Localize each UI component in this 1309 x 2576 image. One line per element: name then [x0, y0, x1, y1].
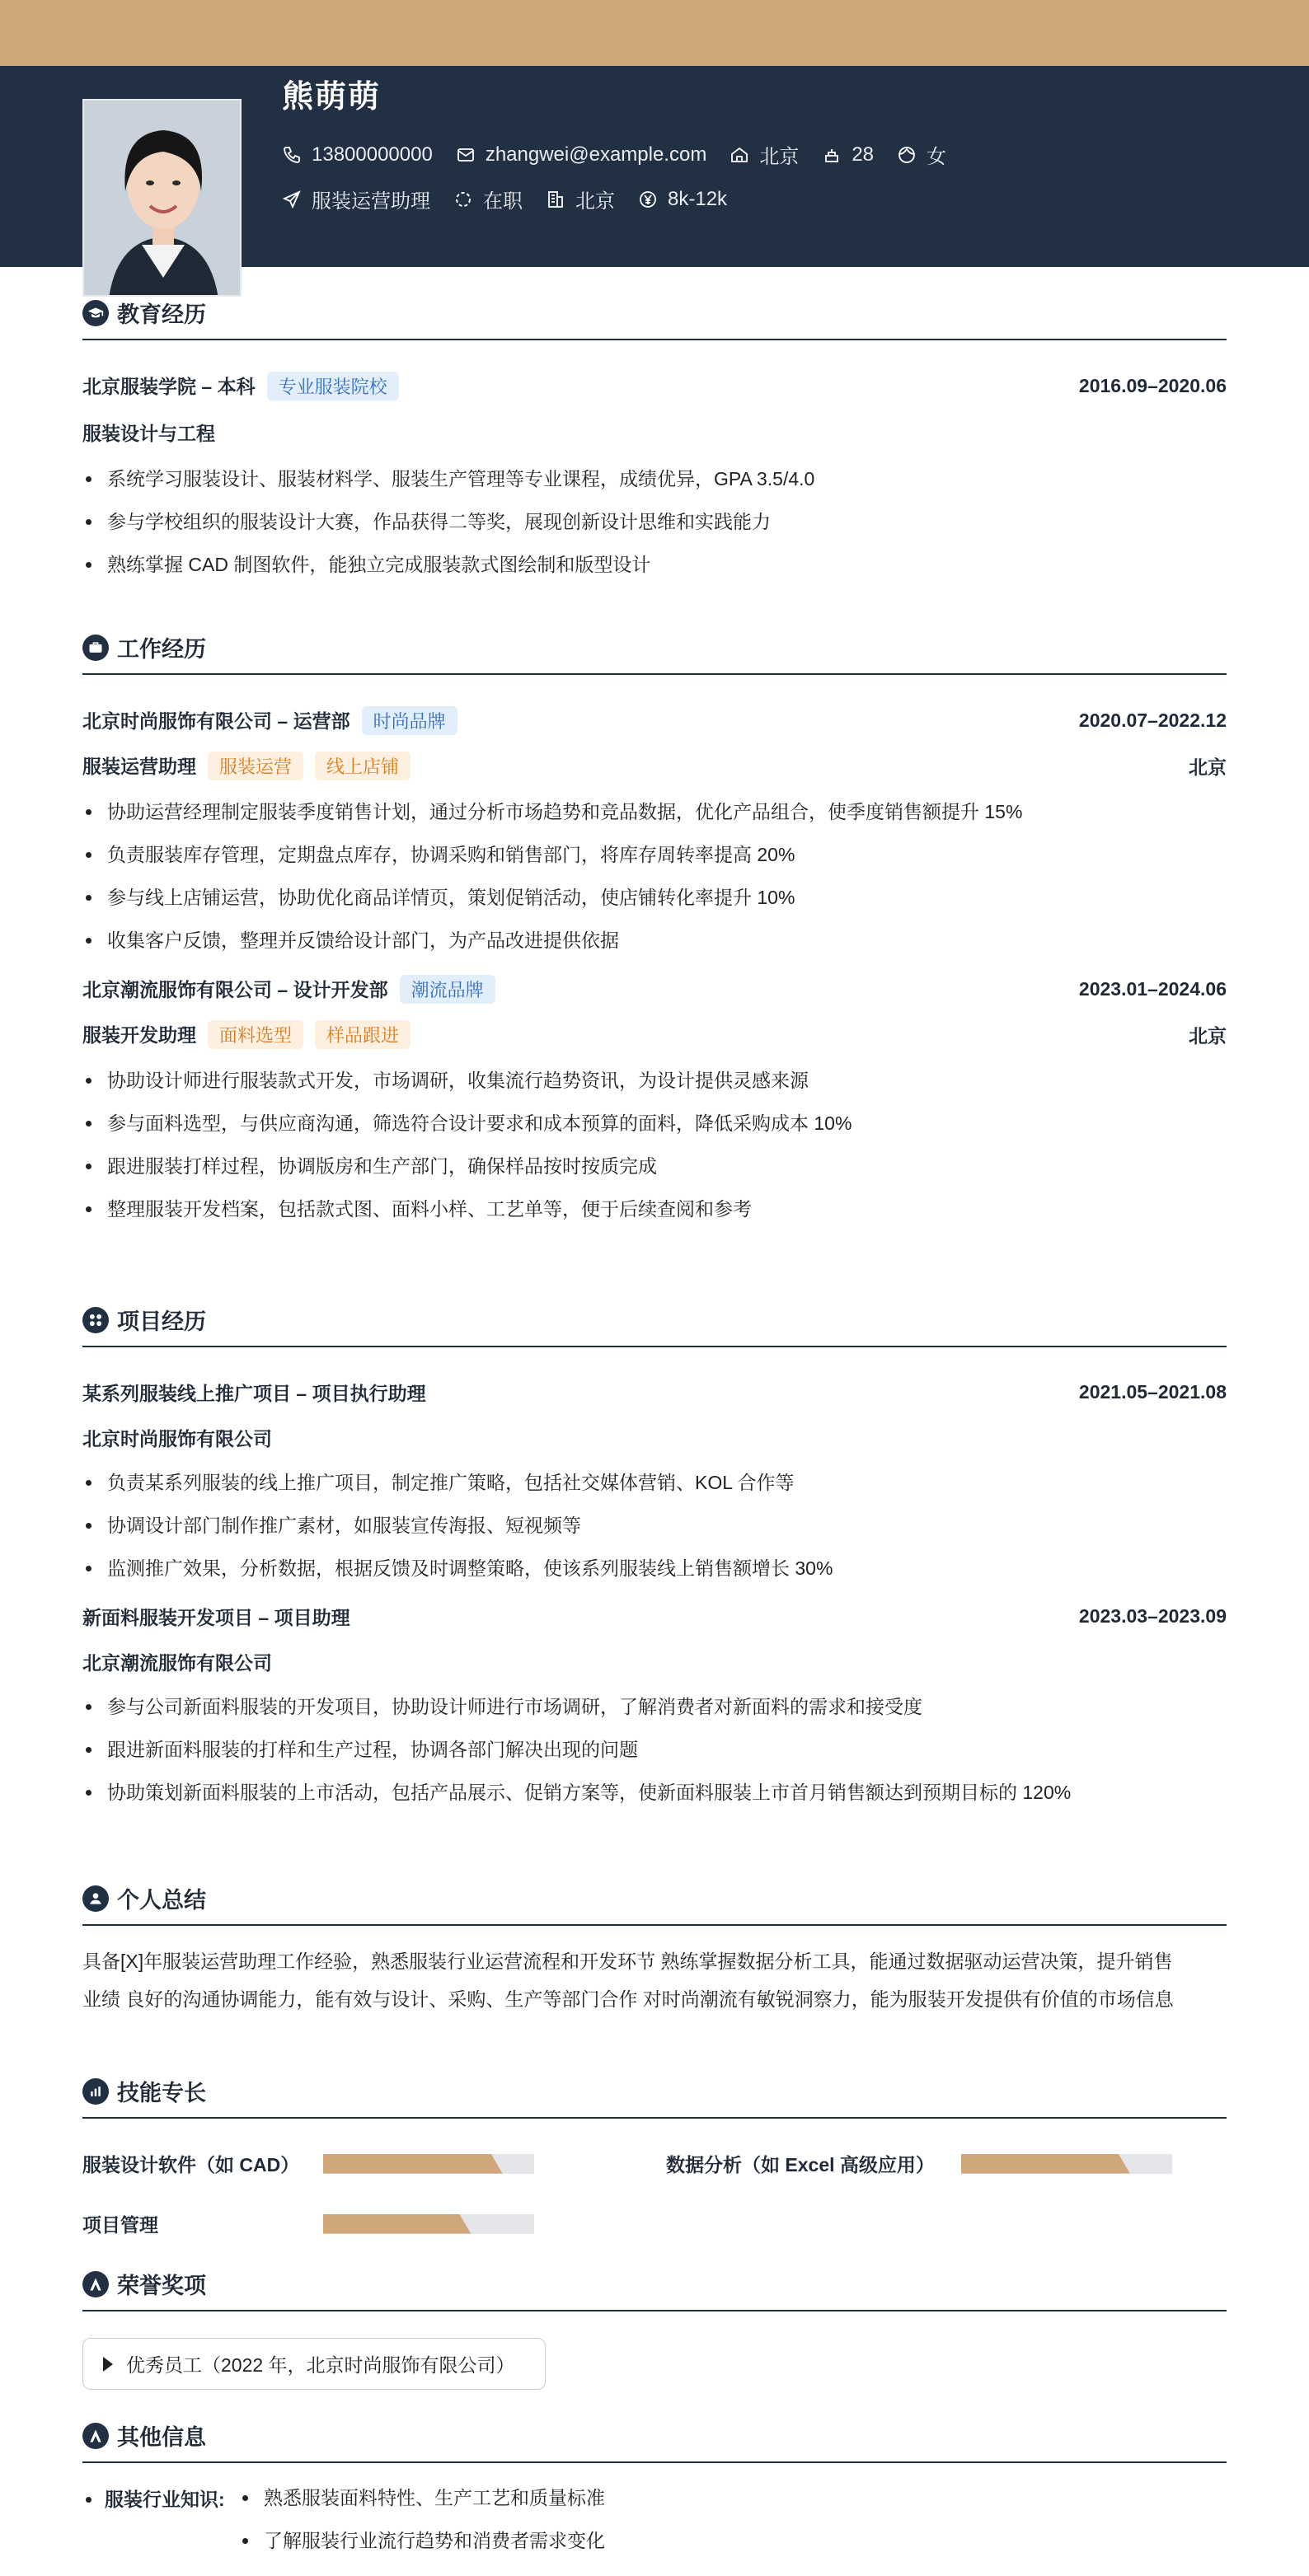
gender-item: [897, 140, 946, 169]
role-line: [82, 752, 411, 780]
skill-bar: [323, 2154, 534, 2174]
grid-icon: [82, 1307, 109, 1333]
skills-row: [82, 2150, 1227, 2177]
list-item: 协调设计部门制作推广素材，如服装宣传海报、短视频等: [82, 1512, 1227, 1539]
section-title: [82, 2268, 1227, 2311]
award-text: 优秀员工（2022 年，北京时尚服饰有限公司）: [126, 2354, 515, 2376]
section-title: [82, 2419, 1227, 2463]
section-title: [82, 297, 1227, 340]
user-icon: [82, 1885, 109, 1912]
company-line: [82, 706, 457, 735]
salary-item: [638, 188, 727, 211]
header-accent-band: [0, 0, 1309, 66]
skill-item: [82, 2210, 534, 2237]
company-line: [82, 975, 495, 1004]
school-name: 北京服装学院 – 本科: [82, 376, 256, 397]
job-city: 北京: [1189, 756, 1227, 778]
email-text: zhangwei@example.com: [485, 143, 707, 166]
section-title-text: 工作经历: [117, 637, 206, 662]
work-city-text: 北京: [575, 190, 615, 213]
summary-section: [82, 1882, 1227, 2018]
honors-section: [82, 2268, 1227, 2390]
skills-section: [82, 2075, 1227, 2237]
home-icon: [730, 145, 749, 165]
project-header-row: [82, 1379, 1227, 1406]
major: 服装设计与工程: [82, 423, 215, 444]
section-title-text: 技能专长: [117, 2081, 206, 2105]
skill-bar: [323, 2214, 534, 2234]
role-row: [82, 752, 1227, 780]
email-item: [456, 143, 707, 166]
loader-icon: [453, 190, 473, 209]
list-item: 系统学习服装设计、服装材料学、服装生产管理等专业课程，成绩优异，GPA 3.5/4.0: [82, 466, 1227, 492]
list-item: 了解服装行业流行趋势和消费者需求变化: [239, 2527, 1146, 2554]
list-item: 协助运营经理制定服装季度销售计划，通过分析市场趋势和竞品数据，优化产品组合，使季度销售额提升 15%: [82, 799, 1227, 825]
work-city-item: [546, 185, 615, 213]
list-item: 协助设计师进行服装款式开发，市场调研，收集流行趋势资讯，为设计提供灵感来源: [82, 1067, 1227, 1094]
skills-row: [82, 2210, 1227, 2237]
phone-icon: [282, 145, 302, 165]
skill-item: [82, 2150, 666, 2177]
target-text: 服装运营助理: [312, 190, 430, 213]
skill-bar: [961, 2154, 1172, 2174]
contact-row: [282, 140, 969, 169]
info-icon: [82, 2423, 109, 2449]
education-date: 2016.09–2020.06: [1078, 375, 1227, 396]
avatar: [82, 99, 242, 297]
project-company: 北京潮流服饰有限公司: [82, 1652, 272, 1674]
gender-text: 女: [927, 146, 947, 168]
section-title: [82, 631, 1227, 675]
project-bullets: [82, 1469, 1227, 1581]
chart-icon: [82, 2078, 109, 2105]
section-title-text: 项目经历: [117, 1309, 206, 1334]
salary-text: 8k-12k: [668, 187, 728, 210]
skill-name: 数据分析（如 Excel 高级应用）: [666, 2154, 935, 2176]
other-list: [239, 2485, 1146, 2570]
job-city: 北京: [1189, 1025, 1227, 1047]
projects-section: [82, 1304, 1227, 1822]
school-tag: 专业服装院校: [267, 372, 399, 400]
list-item: 监测推广效果，分析数据，根据反馈及时调整策略，使该系列服装线上销售额增长 30%: [82, 1555, 1227, 1581]
section-title-text: 个人总结: [117, 1888, 206, 1913]
award-icon: [82, 2271, 109, 2297]
list-item: 参与线上店铺运营，协助优化商品详情页，策划促销活动，使店铺转化率提升 10%: [82, 884, 1227, 911]
city-item: [730, 140, 799, 169]
job-bullets: [82, 1067, 1227, 1222]
job-date: 2023.01–2024.06: [1078, 978, 1227, 1000]
section-title-text: 荣誉奖项: [117, 2274, 206, 2298]
summary-text: [82, 1942, 1227, 2018]
age-item: [822, 143, 874, 166]
profile-header: [0, 66, 1309, 267]
list-item: 负责服装库存管理，定期盘点库存，协调采购和销售部门，将库存周转率提高 20%: [82, 841, 1227, 868]
section-title: [82, 2075, 1227, 2119]
project-bullets: [82, 1693, 1227, 1806]
cake-icon: [822, 145, 842, 165]
section-title: [82, 1882, 1227, 1926]
skill-item: [666, 2150, 1172, 2177]
education-bullets: [82, 466, 1227, 578]
skill-bar-fill: [323, 2154, 503, 2174]
skill-tag: 线上店铺: [315, 752, 411, 780]
building-icon: [546, 190, 565, 209]
section-title-text: 其他信息: [117, 2425, 206, 2450]
other-label-line: [82, 2485, 225, 2512]
list-item: 参与学校组织的服装设计大赛，作品获得二等奖，展现创新设计思维和实践能力: [82, 508, 1227, 535]
mail-icon: [456, 145, 476, 165]
briefcase-icon: [82, 635, 109, 661]
list-item: 熟练掌握 CAD 制图软件，能独立完成服装款式图绘制和版型设计: [82, 551, 1227, 578]
other-section: [82, 2419, 1227, 2551]
role-line: [82, 1020, 411, 1049]
list-item: 跟进新面料服装的打样和生产过程，协调各部门解决出现的问题: [82, 1736, 1227, 1763]
project-header-row: [82, 1603, 1227, 1630]
list-item: 参与面料选型，与供应商沟通，筛选符合设计要求和成本预算的面料，降低采购成本 10%: [82, 1110, 1227, 1136]
list-item: 整理服装开发档案，包括款式图、面料小样、工艺单等，便于后续查阅和参考: [82, 1196, 1227, 1222]
role-name: 服装开发助理: [82, 1024, 196, 1046]
age-text: 28: [852, 143, 875, 166]
work-section: [82, 631, 1227, 1239]
award-item[interactable]: [82, 2338, 546, 2390]
summary-line: 业绩 良好的沟通协调能力，能有效与设计、采购、生产等部门合作 对时尚潮流有敏锐洞察力，能为服装开发提供有价值的市场信息: [82, 1988, 1174, 2010]
project-date: 2023.03–2023.09: [1078, 1605, 1227, 1627]
honors-list: [82, 2338, 1227, 2390]
project-name: 某系列服装线上推广项目 – 项目执行助理: [82, 1383, 426, 1404]
other-label: 服装行业知识:: [105, 2489, 225, 2510]
skill-name: 服装设计软件（如 CAD）: [82, 2154, 300, 2176]
skill-bar-fill: [961, 2154, 1130, 2174]
status-text: 在职: [483, 190, 523, 213]
education-header-row: [82, 372, 1227, 400]
company-tag: 时尚品牌: [362, 706, 457, 735]
company-name: 北京时尚服饰有限公司 – 运营部: [82, 710, 350, 732]
job-date: 2020.07–2022.12: [1078, 710, 1227, 731]
list-item: 跟进服装打样过程，协调版房和生产部门，确保样品按时按质完成: [82, 1153, 1227, 1179]
send-icon: [282, 190, 302, 209]
list-item: 熟悉服装面料特性、生产工艺和质量标准: [239, 2485, 1146, 2511]
skill-tag: 面料选型: [208, 1020, 303, 1049]
job-bullets: [82, 799, 1227, 953]
phone-item: [282, 143, 433, 166]
list-item: 负责某系列服装的线上推广项目，制定推广策略，包括社交媒体营销、KOL 合作等: [82, 1469, 1227, 1496]
list-item: 协助策划新面料服装的上市活动，包括产品展示、促销方案等，使新面料服装上市首月销售额达到预期目标的 120%: [82, 1779, 1227, 1806]
phone-text: 13800000000: [312, 143, 433, 166]
skill-bar-fill: [323, 2214, 471, 2234]
status-item: [453, 185, 523, 213]
skill-tag: 样品跟进: [315, 1020, 411, 1049]
summary-line: 具备[X]年服装运营助理工作经验，熟悉服装行业运营流程和开发环节 熟练掌握数据分析工具，能通过数据驱动运营决策，提升销售: [82, 1951, 1173, 1972]
school-line: [82, 372, 399, 400]
company-name: 北京潮流服饰有限公司 – 设计开发部: [82, 979, 388, 1000]
role-name: 服装运营助理: [82, 756, 196, 777]
graduation-cap-icon: [82, 300, 109, 326]
job-header-row: [82, 975, 1227, 1004]
section-title-text: 教育经历: [117, 302, 206, 327]
list-item: 收集客户反馈，整理并反馈给设计部门，为产品改进提供依据: [82, 927, 1227, 953]
role-row: [82, 1020, 1227, 1049]
yuan-icon: [638, 190, 658, 209]
list-item: 参与公司新面料服装的开发项目，协助设计师进行市场调研，了解消费者对新面料的需求和接受度: [82, 1693, 1227, 1720]
candidate-name: 熊萌萌: [282, 80, 382, 115]
education-section: [82, 297, 1227, 594]
project-company: 北京时尚服饰有限公司: [82, 1428, 272, 1450]
project-name: 新面料服装开发项目 – 项目助理: [82, 1607, 350, 1628]
job-row: [282, 185, 750, 213]
section-title: [82, 1304, 1227, 1347]
person-icon: [897, 145, 917, 165]
job-header-row: [82, 706, 1227, 735]
triangle-right-icon: [103, 2357, 113, 2372]
bullet-dot: [86, 2497, 91, 2503]
city-text: 北京: [759, 146, 800, 168]
project-date: 2021.05–2021.08: [1078, 1381, 1227, 1403]
target-item: [282, 185, 430, 213]
skill-name: 项目管理: [82, 2214, 158, 2236]
skill-tag: 服装运营: [208, 752, 303, 780]
company-tag: 潮流品牌: [400, 975, 495, 1004]
